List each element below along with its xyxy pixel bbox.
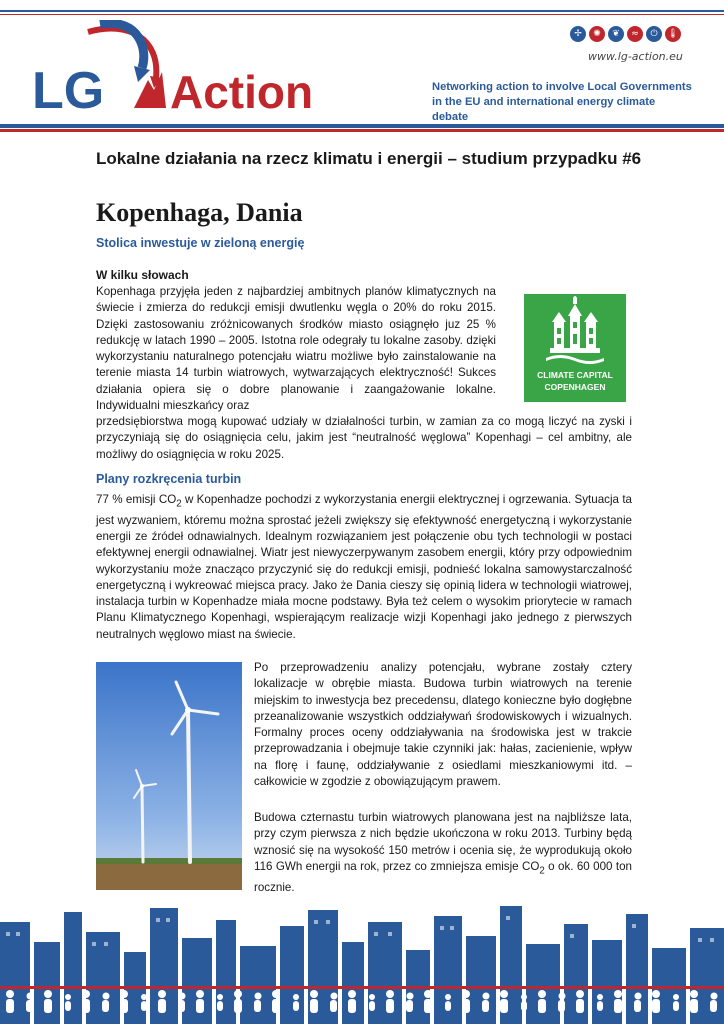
lg-action-logo <box>30 20 350 120</box>
thermometer-icon: 🌡 <box>665 26 681 42</box>
turbines-paragraph-1 <box>96 492 632 643</box>
power-icon: ⏻ <box>646 26 662 42</box>
water-icon: ≈ <box>627 26 643 42</box>
badge-line-2: COPENHAGEN <box>544 382 606 392</box>
co2-text: 77 % emisji CO <box>96 493 177 506</box>
wind-turbines-photo <box>96 662 242 890</box>
turbines-paragraph-3-body: Budowa czternastu turbin wiatrowych planowana jest na najbliższe lata, przy czym pierwsza z nich będzie ukończona w roku 2013. Turbiny będą wznosić się na wysokość 150 metrów i ocenia się, że wyprodukują około 116 GWh energii na rok, przez co zmniejsza emisje CO <box>254 811 632 873</box>
turbines-paragraph-3 <box>254 810 632 896</box>
co2-subscript: 2 <box>176 498 182 510</box>
badge-line-1: CLIMATE CAPITAL <box>537 370 613 380</box>
copenhagen-castle-icon <box>524 294 626 368</box>
summary-paragraph-bottom: przedsiębiorstwa mogą kupować udziały w działalności turbin, w zamian za co mogą liczyć na zyski i przyczyniają się do osiągnięcia celu, jakim jest “neutralność węglowa” Kopenhagi – cel ambitny, ale możliwy do osiągnięcia w roku 2025. <box>96 415 632 461</box>
sun-icon: ✺ <box>589 26 605 42</box>
header-top-rule-red <box>0 14 724 15</box>
turbines-paragraph-2: Po przeprowadzeniu analizy potencjału, wybrane zostały cztery lokalizacje w obrębie miasta. Budowa turbin wiatrowych na terenie miejskim to inwestycja bez precedensu, dlatego konieczne było dogłębne przeanalizowanie wszystkich oddziaływań środowiskowych i wizualnych. Formalny proces oceny oddziaływania na środowiska jest w trakcie przeprowadzania i obejmuje takie czynniki jak: hałas, zacienienie, wpływ na florę i faunę, oddziaływanie z osiedlami mieszkaniowymi itd. – całkowicie w zgodzie z obowiązującym prawem. <box>254 661 632 789</box>
header-tagline <box>432 80 692 125</box>
theme-icons-row <box>570 26 681 42</box>
section-heading-turbines: Plany rozkręcenia turbin <box>96 472 242 486</box>
logo-lg-text: LG <box>32 62 105 120</box>
site-url[interactable]: www.lg-action.eu <box>588 50 683 63</box>
header-band-red <box>0 129 724 132</box>
page-subtitle: Stolica inwestuje w zieloną energię <box>96 236 305 250</box>
skyline-footer <box>0 902 724 1024</box>
turbines-paragraph-1-body: w Kopenhadze pochodzi z wykorzystania energii elektrycznej i ogrzewania. Sytuacja ta jest wyzwaniem, któremu można sprostać jeżeli zwiększy się efektywność energetyczną i wykorzystanie energii ze źródeł odnawialnych. Idealnym rozwiązaniem jest połączenie obu tych technologii w postaci efektywnej energii odnawialnej. Wiatr jest niewyczerpywanym zasobem energii, który przy odpowiednim wykorzystaniu może znacząco przyczynić się do redukcji emisji, podnieść lokalna samowystarczalność energetyczną i wykreować miejsca pracy. Jako że Dania cieszy się opinią lidera w technologii wiatrowej, instalacja turbin w Kopenhadze miała mocne podstawy. Była też celem o wysokim priorytecie w ramach Planu Klimatycznego Kopenhagi, wspierającym realizacje wizji Kopenhagi jako jednego z pierwszych neutralnych węglowo miast na świecie. <box>96 493 632 641</box>
tagline-line-1: Networking action to involve Local Governments <box>432 81 692 93</box>
header-top-rule <box>0 10 724 12</box>
turbines-paragraph-3-end: o ok. 60 000 ton rocznie. <box>254 859 632 894</box>
climate-capital-badge <box>524 294 626 402</box>
header-band-blue <box>0 124 724 128</box>
leaf-icon: ❦ <box>608 26 624 42</box>
logo-action-text: Action <box>170 66 314 118</box>
summary-paragraph-top: Kopenhaga przyjęła jeden z najbardziej ambitnych planów klimatycznych na świecie i zmierza do redukcji emisji dwutlenku węgla o 20% do roku 2015. Dzięki zastosowaniu zróżnicowanych środków miasto osiągnęło juz 25 % redukcję w latach 1990 – 2005. Istotna role odegrały tu lokalne zasoby. dzięki wykorzystaniu naturalnego potencjału wiatru możliwe było zainstalowanie na terenie miasta 14 turbin wiatrowych, wytwarzających elektryczność! Sukces działania opiera się o dobre planowanie i zaangażowanie lokalne. Indywidualni mieszkańcy oraz <box>96 285 496 413</box>
co2-subscript-2: 2 <box>539 865 545 877</box>
tagline-line-2: in the EU and international energy climate debate <box>432 96 656 123</box>
section-heading-summary: W kilku słowach <box>96 268 189 282</box>
page-header <box>0 0 724 132</box>
page-title: Lokalne działania na rzecz klimatu i energii – studium przypadku #6 <box>96 149 642 168</box>
wind-icon: ✢ <box>570 26 586 42</box>
city-title: Kopenhaga, Dania <box>96 198 303 227</box>
